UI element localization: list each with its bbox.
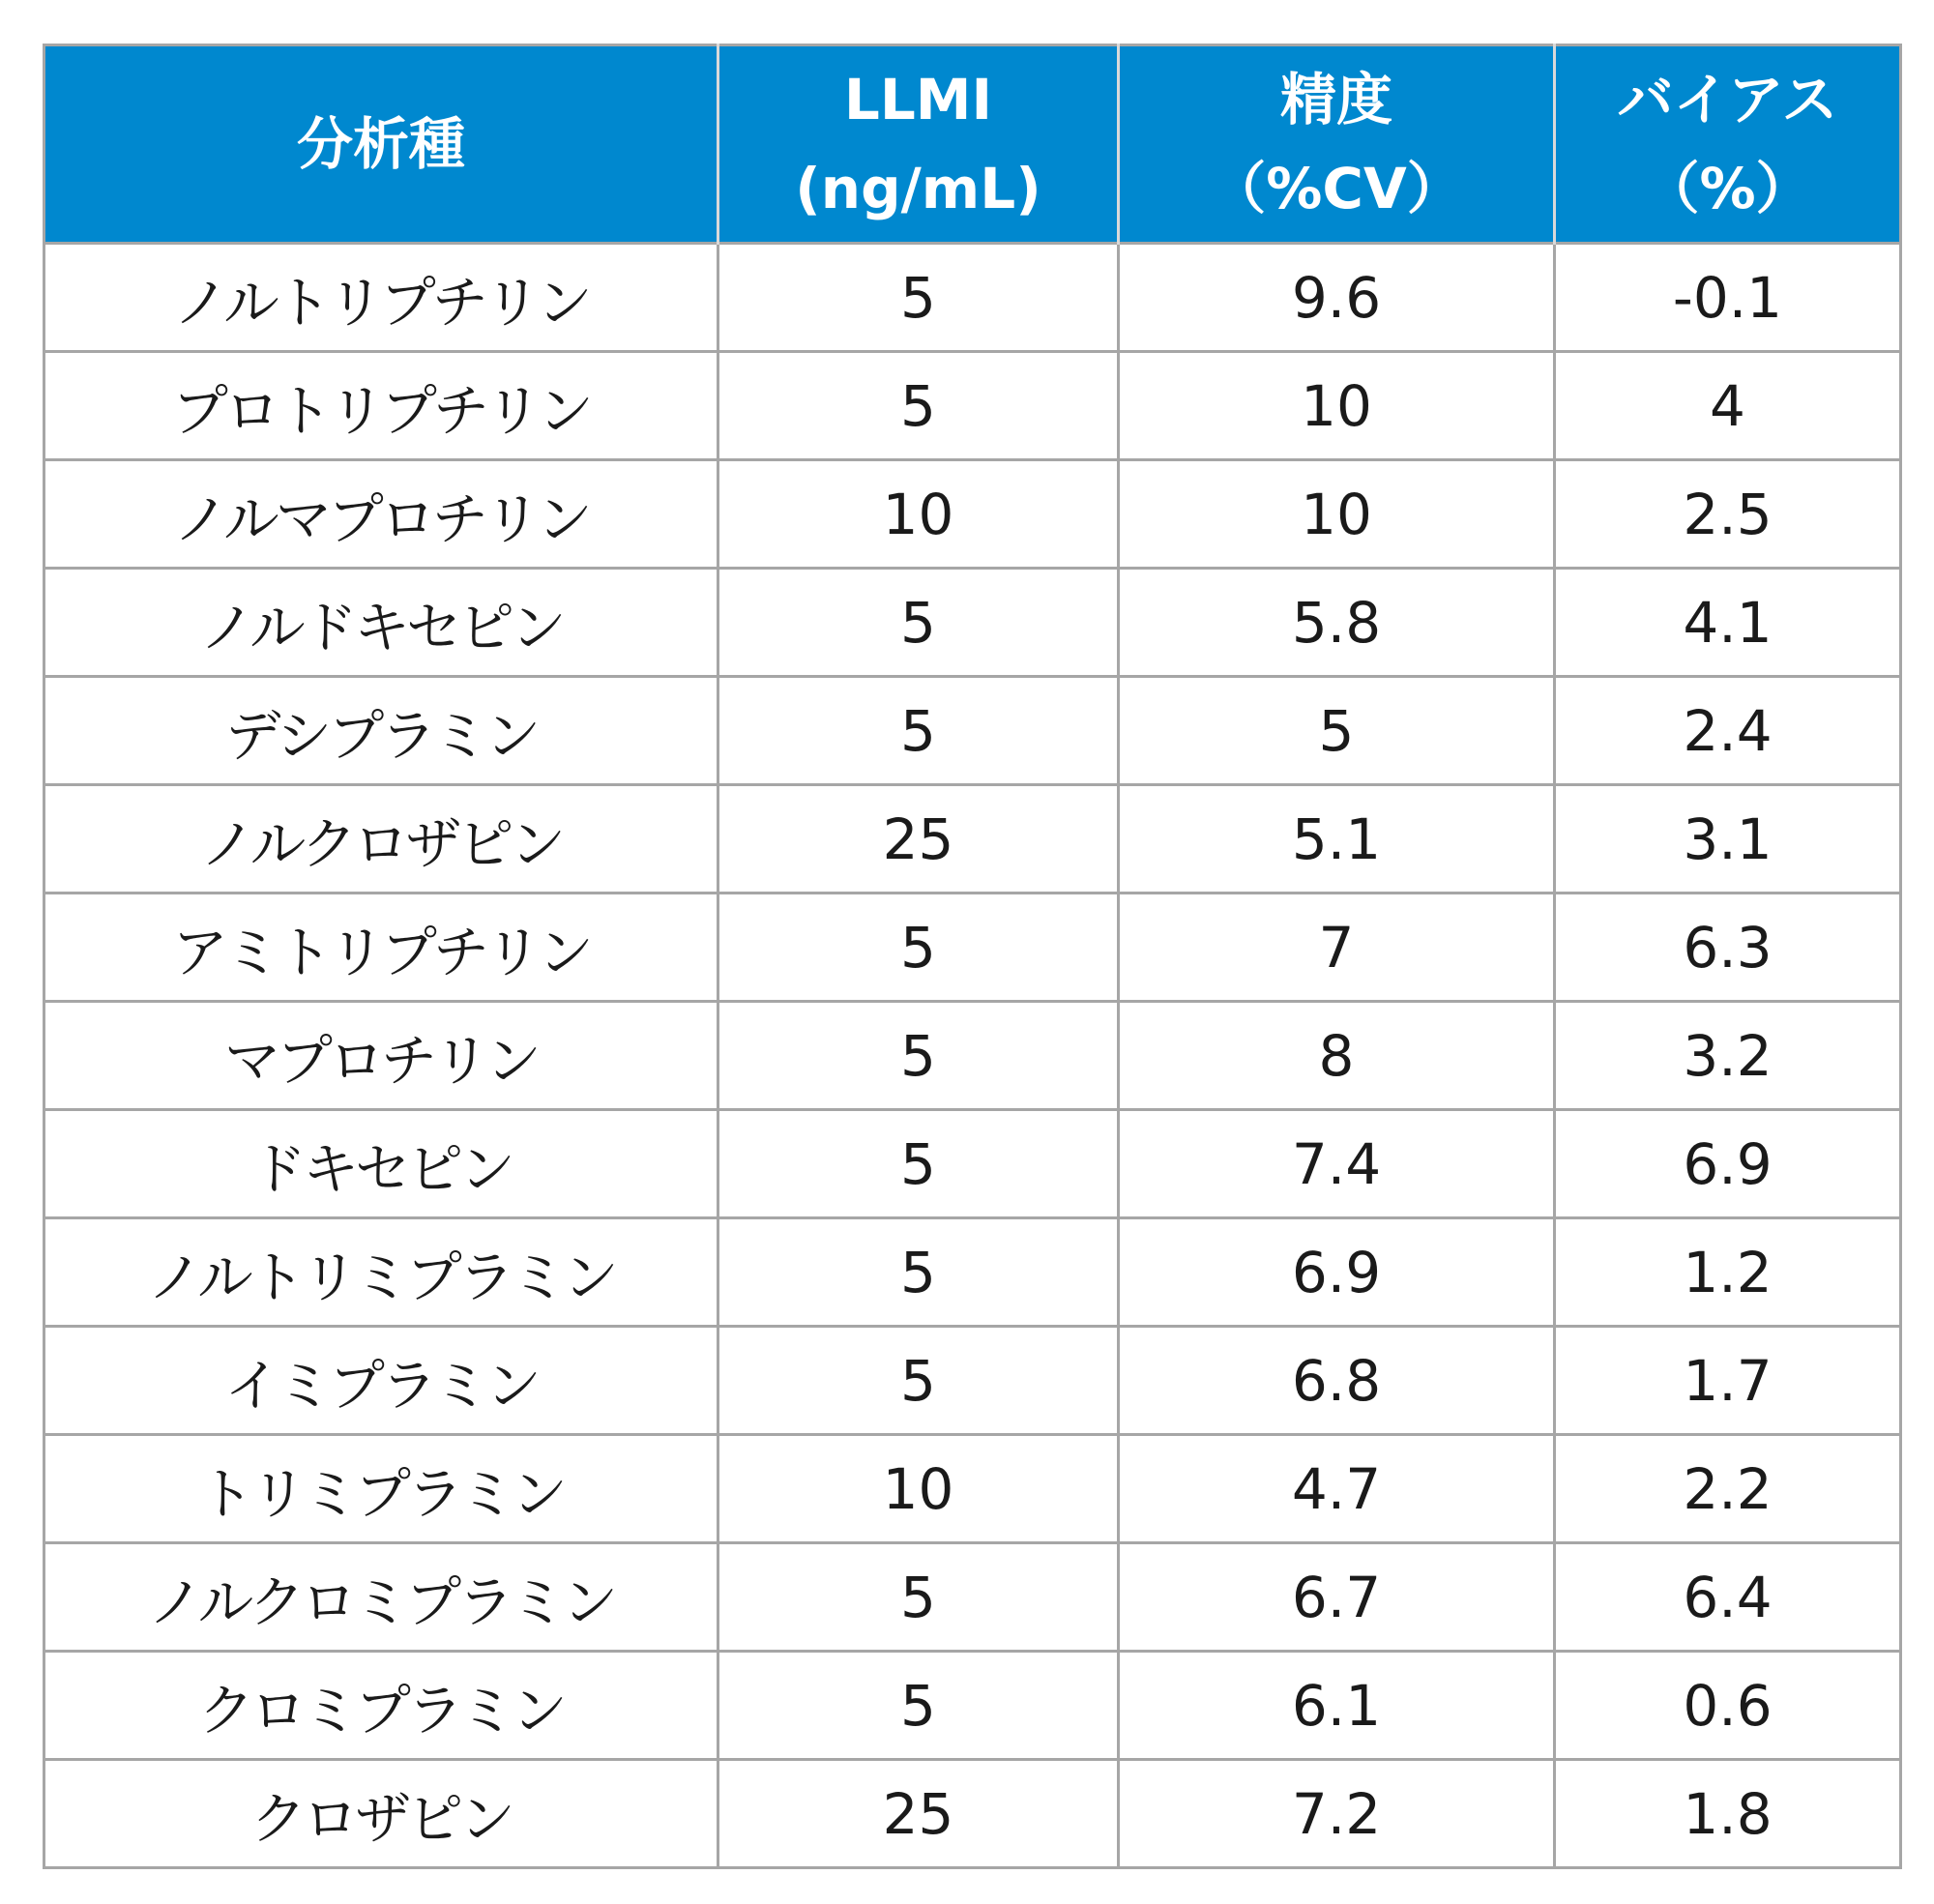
table-row <box>44 1543 1901 1652</box>
header-precision <box>1119 45 1555 244</box>
cell-precision: 6.8 <box>1119 1327 1555 1435</box>
cell-bias: 4.1 <box>1555 569 1901 677</box>
cell-llmi: 5 <box>718 569 1119 677</box>
cell-analyte: アミトリプチリン <box>44 893 718 1002</box>
table-row <box>44 1652 1901 1760</box>
cell-bias: 3.1 <box>1555 785 1901 893</box>
table-row <box>44 1110 1901 1218</box>
cell-analyte: ノルマプロチリン <box>44 460 718 569</box>
cell-llmi: 5 <box>718 1652 1119 1760</box>
header-precision-unit: （%CV） <box>1210 156 1463 221</box>
header-bias <box>1555 45 1901 244</box>
table-row <box>44 244 1901 352</box>
analyte-results-table <box>43 44 1902 1869</box>
table-row <box>44 1327 1901 1435</box>
cell-llmi: 5 <box>718 1110 1119 1218</box>
cell-analyte: クロミプラミン <box>44 1652 718 1760</box>
cell-analyte: ノルクロザピン <box>44 785 718 893</box>
cell-precision: 10 <box>1119 460 1555 569</box>
cell-precision: 7 <box>1119 893 1555 1002</box>
table-header-row <box>44 45 1901 244</box>
table-row <box>44 1435 1901 1543</box>
cell-bias: 6.4 <box>1555 1543 1901 1652</box>
cell-llmi: 25 <box>718 785 1119 893</box>
cell-bias: 2.5 <box>1555 460 1901 569</box>
cell-bias: -0.1 <box>1555 244 1901 352</box>
table-row <box>44 1760 1901 1868</box>
cell-analyte: トリミプラミン <box>44 1435 718 1543</box>
cell-bias: 2.2 <box>1555 1435 1901 1543</box>
cell-analyte: ノルトリミプラミン <box>44 1218 718 1327</box>
cell-llmi: 5 <box>718 893 1119 1002</box>
cell-llmi: 5 <box>718 1327 1119 1435</box>
cell-precision: 9.6 <box>1119 244 1555 352</box>
cell-llmi: 5 <box>718 244 1119 352</box>
header-bias-unit: （%） <box>1643 156 1812 221</box>
table-body <box>44 244 1901 1868</box>
cell-precision: 4.7 <box>1119 1435 1555 1543</box>
cell-analyte: ドキセピン <box>44 1110 718 1218</box>
cell-precision: 5.1 <box>1119 785 1555 893</box>
cell-precision: 5 <box>1119 677 1555 785</box>
table-row <box>44 677 1901 785</box>
cell-precision: 6.7 <box>1119 1543 1555 1652</box>
table-row <box>44 785 1901 893</box>
cell-analyte: プロトリプチリン <box>44 352 718 460</box>
cell-analyte: イミプラミン <box>44 1327 718 1435</box>
cell-llmi: 10 <box>718 1435 1119 1543</box>
cell-analyte: マプロチリン <box>44 1002 718 1110</box>
cell-precision: 7.4 <box>1119 1110 1555 1218</box>
table-row <box>44 569 1901 677</box>
cell-analyte: クロザピン <box>44 1760 718 1868</box>
cell-llmi: 10 <box>718 460 1119 569</box>
cell-analyte: ノルトリプチリン <box>44 244 718 352</box>
cell-bias: 0.6 <box>1555 1652 1901 1760</box>
cell-bias: 3.2 <box>1555 1002 1901 1110</box>
cell-bias: 1.7 <box>1555 1327 1901 1435</box>
cell-bias: 6.3 <box>1555 893 1901 1002</box>
cell-precision: 8 <box>1119 1002 1555 1110</box>
table-row <box>44 460 1901 569</box>
cell-analyte: ノルドキセピン <box>44 569 718 677</box>
cell-bias: 4 <box>1555 352 1901 460</box>
cell-precision: 5.8 <box>1119 569 1555 677</box>
cell-llmi: 25 <box>718 1760 1119 1868</box>
header-bias-label: バイアス <box>1617 67 1838 132</box>
cell-bias: 1.2 <box>1555 1218 1901 1327</box>
cell-llmi: 5 <box>718 677 1119 785</box>
cell-analyte: ノルクロミプラミン <box>44 1543 718 1652</box>
cell-precision: 10 <box>1119 352 1555 460</box>
header-llmi-unit: (ng/mL) <box>795 156 1041 221</box>
header-llmi <box>718 45 1119 244</box>
cell-llmi: 5 <box>718 1002 1119 1110</box>
cell-precision: 6.1 <box>1119 1652 1555 1760</box>
table-row <box>44 1002 1901 1110</box>
table-row <box>44 893 1901 1002</box>
cell-precision: 7.2 <box>1119 1760 1555 1868</box>
cell-llmi: 5 <box>718 1218 1119 1327</box>
table-row <box>44 1218 1901 1327</box>
cell-bias: 1.8 <box>1555 1760 1901 1868</box>
cell-analyte: デシプラミン <box>44 677 718 785</box>
table-row <box>44 352 1901 460</box>
cell-bias: 2.4 <box>1555 677 1901 785</box>
header-analyte <box>44 45 718 244</box>
cell-precision: 6.9 <box>1119 1218 1555 1327</box>
cell-llmi: 5 <box>718 352 1119 460</box>
header-analyte-label: 分析種 <box>296 111 465 177</box>
header-llmi-label: LLMI <box>843 67 993 132</box>
cell-bias: 6.9 <box>1555 1110 1901 1218</box>
header-precision-label: 精度 <box>1279 67 1392 132</box>
cell-llmi: 5 <box>718 1543 1119 1652</box>
